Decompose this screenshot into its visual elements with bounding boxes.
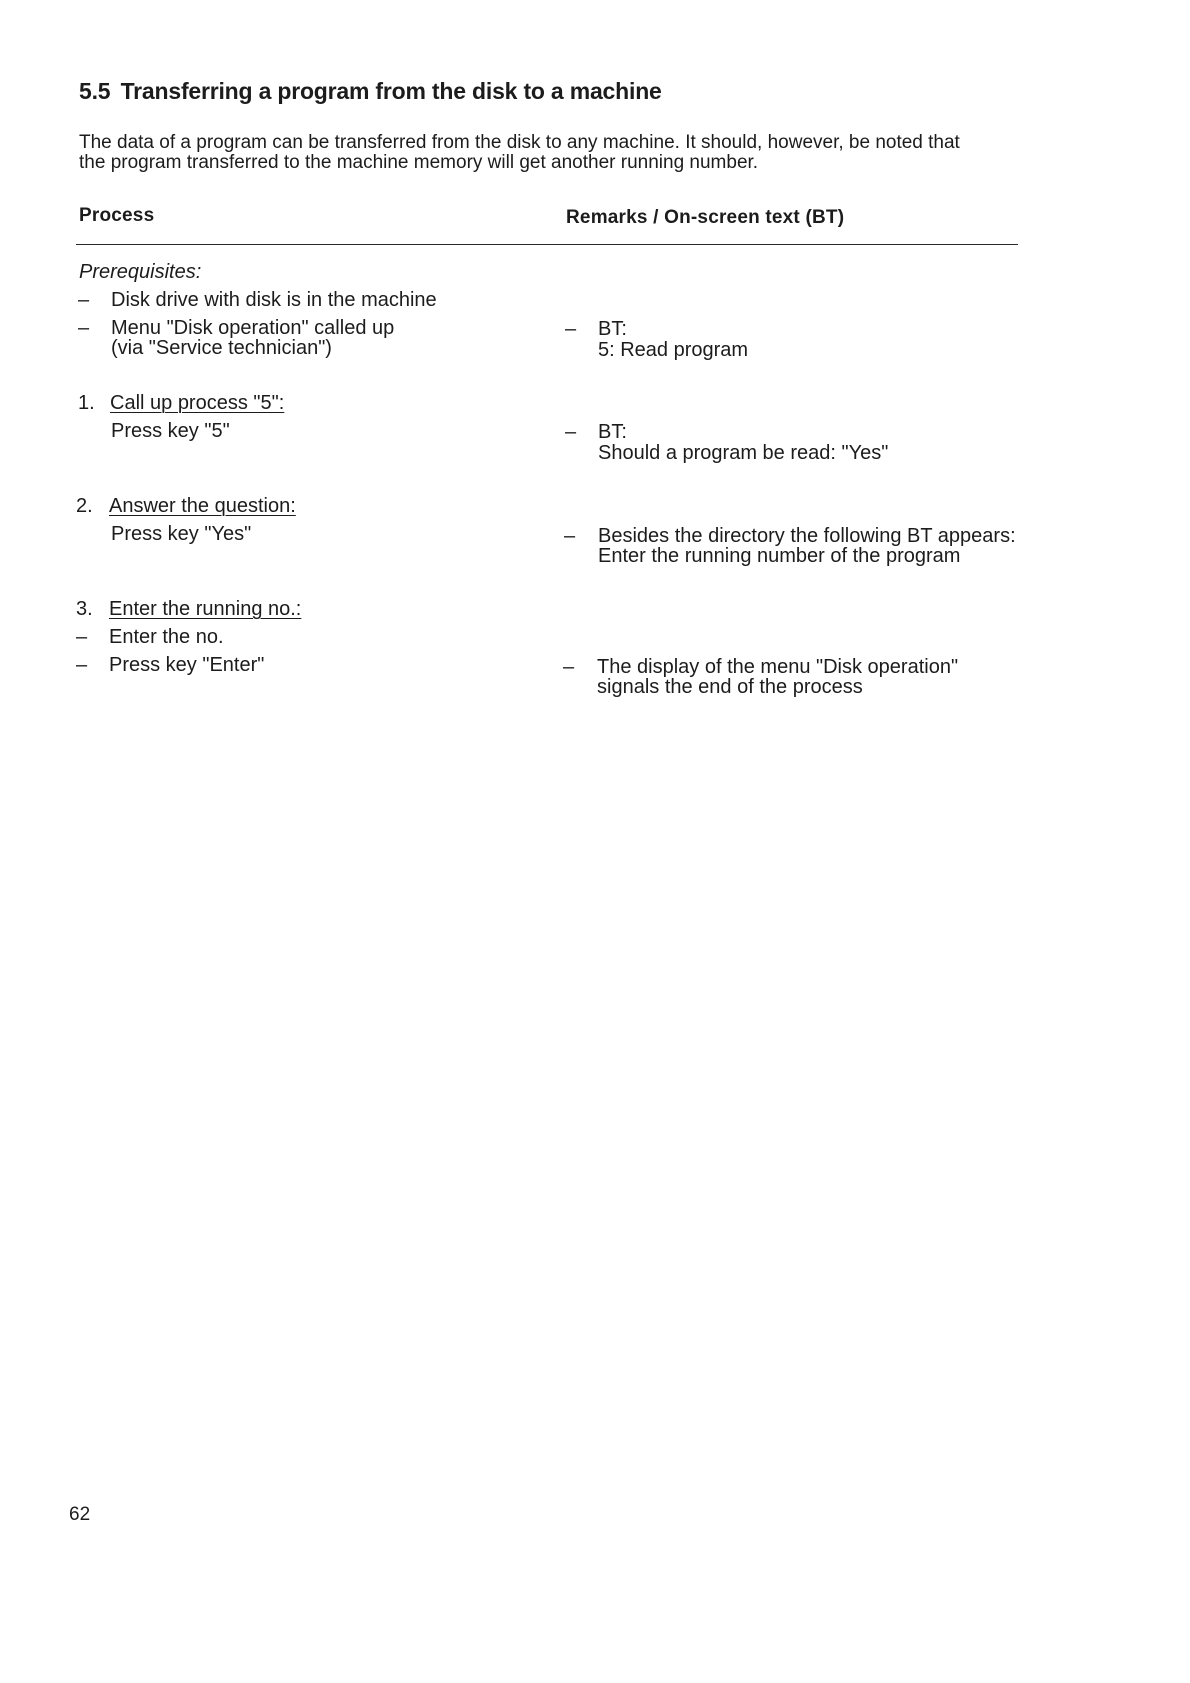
prerequisite-item: Menu "Disk operation" called up <box>111 317 395 339</box>
prerequisite-item: Disk drive with disk is in the machine <box>111 289 437 311</box>
step-action-bullet: – <box>76 626 88 648</box>
remark-bullet: – <box>564 525 576 547</box>
prerequisite-item-continuation: (via "Service technician") <box>111 337 332 359</box>
step-action: Press key "5" <box>111 420 230 442</box>
remark-line: 5: Read program <box>598 339 749 361</box>
remark-line: The display of the menu "Disk operation" <box>597 656 959 678</box>
step-heading: Answer the question: <box>109 495 296 517</box>
remark-bullet: – <box>565 421 577 443</box>
step-action: Press key "Enter" <box>109 654 265 676</box>
intro-line-2: the program transferred to the machine memory will get another running number. <box>79 152 759 173</box>
remark-line: signals the end of the process <box>597 676 863 698</box>
step-number: 3. <box>76 598 93 620</box>
step-action: Press key "Yes" <box>111 523 252 545</box>
remark-line: Should a program be read: "Yes" <box>598 442 889 464</box>
step-heading: Enter the running no.: <box>109 598 302 620</box>
section-number: 5.5 <box>79 78 111 104</box>
intro-line-1: The data of a program can be transferred from the disk to any machine. It should, however, be noted that <box>79 132 960 153</box>
step-action-bullet: – <box>76 654 88 676</box>
remark-bullet: – <box>563 656 575 678</box>
column-header-remarks: Remarks / On-screen text (BT) <box>566 207 845 228</box>
page-number: 62 <box>69 1504 91 1525</box>
remark-line: BT: <box>598 318 627 340</box>
remark-line: Besides the directory the following BT appears: <box>598 525 1016 547</box>
prerequisite-bullet: – <box>78 289 90 311</box>
prerequisites-heading: Prerequisites: <box>79 261 202 283</box>
prerequisite-bullet: – <box>78 317 90 339</box>
header-divider <box>76 244 1018 245</box>
remark-line: BT: <box>598 421 627 443</box>
remark-line: Enter the running number of the program <box>598 545 961 567</box>
section-heading <box>79 78 662 105</box>
column-header-process: Process <box>79 205 155 226</box>
step-action: Enter the no. <box>109 626 224 648</box>
step-number: 1. <box>78 392 95 414</box>
step-heading: Call up process "5": <box>110 392 285 414</box>
step-number: 2. <box>76 495 93 517</box>
remark-bullet: – <box>565 318 577 340</box>
section-title: Transferring a program from the disk to a machine <box>120 78 662 104</box>
